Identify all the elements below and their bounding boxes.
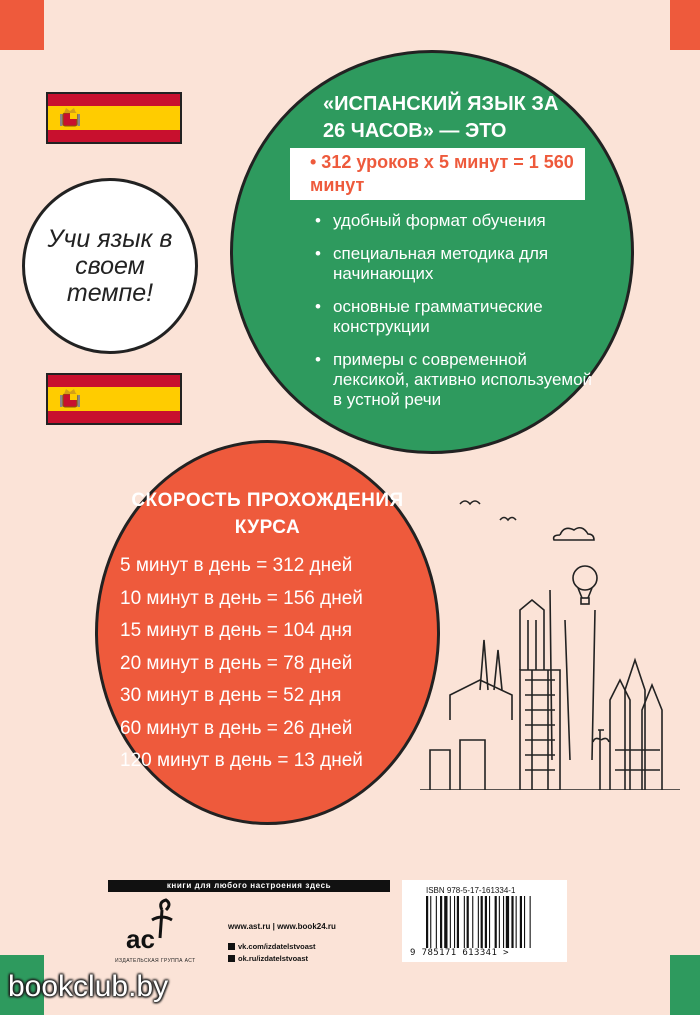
list-item: • основные грамматические конструкции [313, 297, 603, 337]
list-item: 20 минут в день = 78 дней [120, 652, 353, 674]
vk-link[interactable] [228, 940, 316, 952]
ok-link[interactable] [228, 952, 316, 964]
list-item: • удобный формат обучения [313, 211, 603, 231]
corner-accent-top-left [0, 0, 44, 50]
corner-accent-top-right [670, 0, 700, 50]
coat-of-arms-icon [60, 388, 80, 410]
badge-text: Учи язык в своем темпе! [47, 224, 173, 307]
list-item: 30 минут в день = 52 дня [120, 685, 342, 706]
website-links[interactable]: www.ast.ru | www.book24.ru [228, 922, 336, 931]
list-item: • примеры с современной лексикой, активно используемой в устной речи [313, 350, 603, 410]
slogan-bar: книги для любого настроения здесь [108, 880, 390, 892]
course-info-circle [230, 50, 634, 454]
spain-flag-icon [46, 92, 182, 144]
list-item: 10 минут в день = 156 дней [120, 587, 363, 609]
publisher-tag: ИЗДАТЕЛЬСКАЯ ГРУППА АСТ [115, 958, 196, 964]
logo-text: ac [126, 924, 155, 954]
spain-flag-icon [46, 373, 182, 425]
bird-icon [460, 501, 516, 520]
cloud-icon [554, 528, 594, 540]
hot-air-balloon-icon [573, 566, 597, 604]
list-item: 15 минут в день = 104 дня [120, 620, 352, 641]
barcelona-skyline-illustration [420, 490, 680, 790]
badge-circle [22, 178, 198, 354]
isbn-label: ISBN 978-5-17-161334-1 [426, 886, 516, 895]
barcode-digits: 9 785171 613341 > [410, 948, 509, 958]
vk-text: vk.com/izdatelstvoast [238, 941, 316, 951]
isbn-barcode-box [402, 880, 567, 962]
list-item: 60 минут в день = 26 дней [120, 717, 353, 739]
watermark: bookclub.by [8, 970, 169, 1003]
speed-title: СКОРОСТЬ ПРОХОЖДЕНИЯ КУРСА [131, 490, 404, 538]
speed-circle [95, 440, 440, 825]
highlight-text: • 312 уроков х 5 минут = 1 560 минут [310, 152, 574, 195]
highlight-box [290, 148, 585, 200]
social-links [228, 940, 316, 964]
coat-of-arms-icon [60, 107, 80, 129]
list-item: • специальная методика для начинающих [313, 244, 603, 284]
course-title: «ИСПАНСКИЙ ЯЗЫК ЗА 26 ЧАСОВ» — ЭТО [323, 93, 559, 142]
corner-accent-bottom-right [670, 955, 700, 1015]
feature-list [313, 211, 603, 423]
ok-text: ok.ru/izdatelstvoast [238, 953, 309, 963]
list-item: 5 минут в день = 312 дней [120, 555, 353, 576]
list-item: 120 минут в день = 13 дней [120, 750, 363, 771]
ok-icon [228, 955, 235, 962]
barcode-icon [424, 896, 559, 948]
vk-icon [228, 943, 235, 950]
speed-list [120, 555, 363, 783]
ast-logo-icon [118, 898, 198, 964]
